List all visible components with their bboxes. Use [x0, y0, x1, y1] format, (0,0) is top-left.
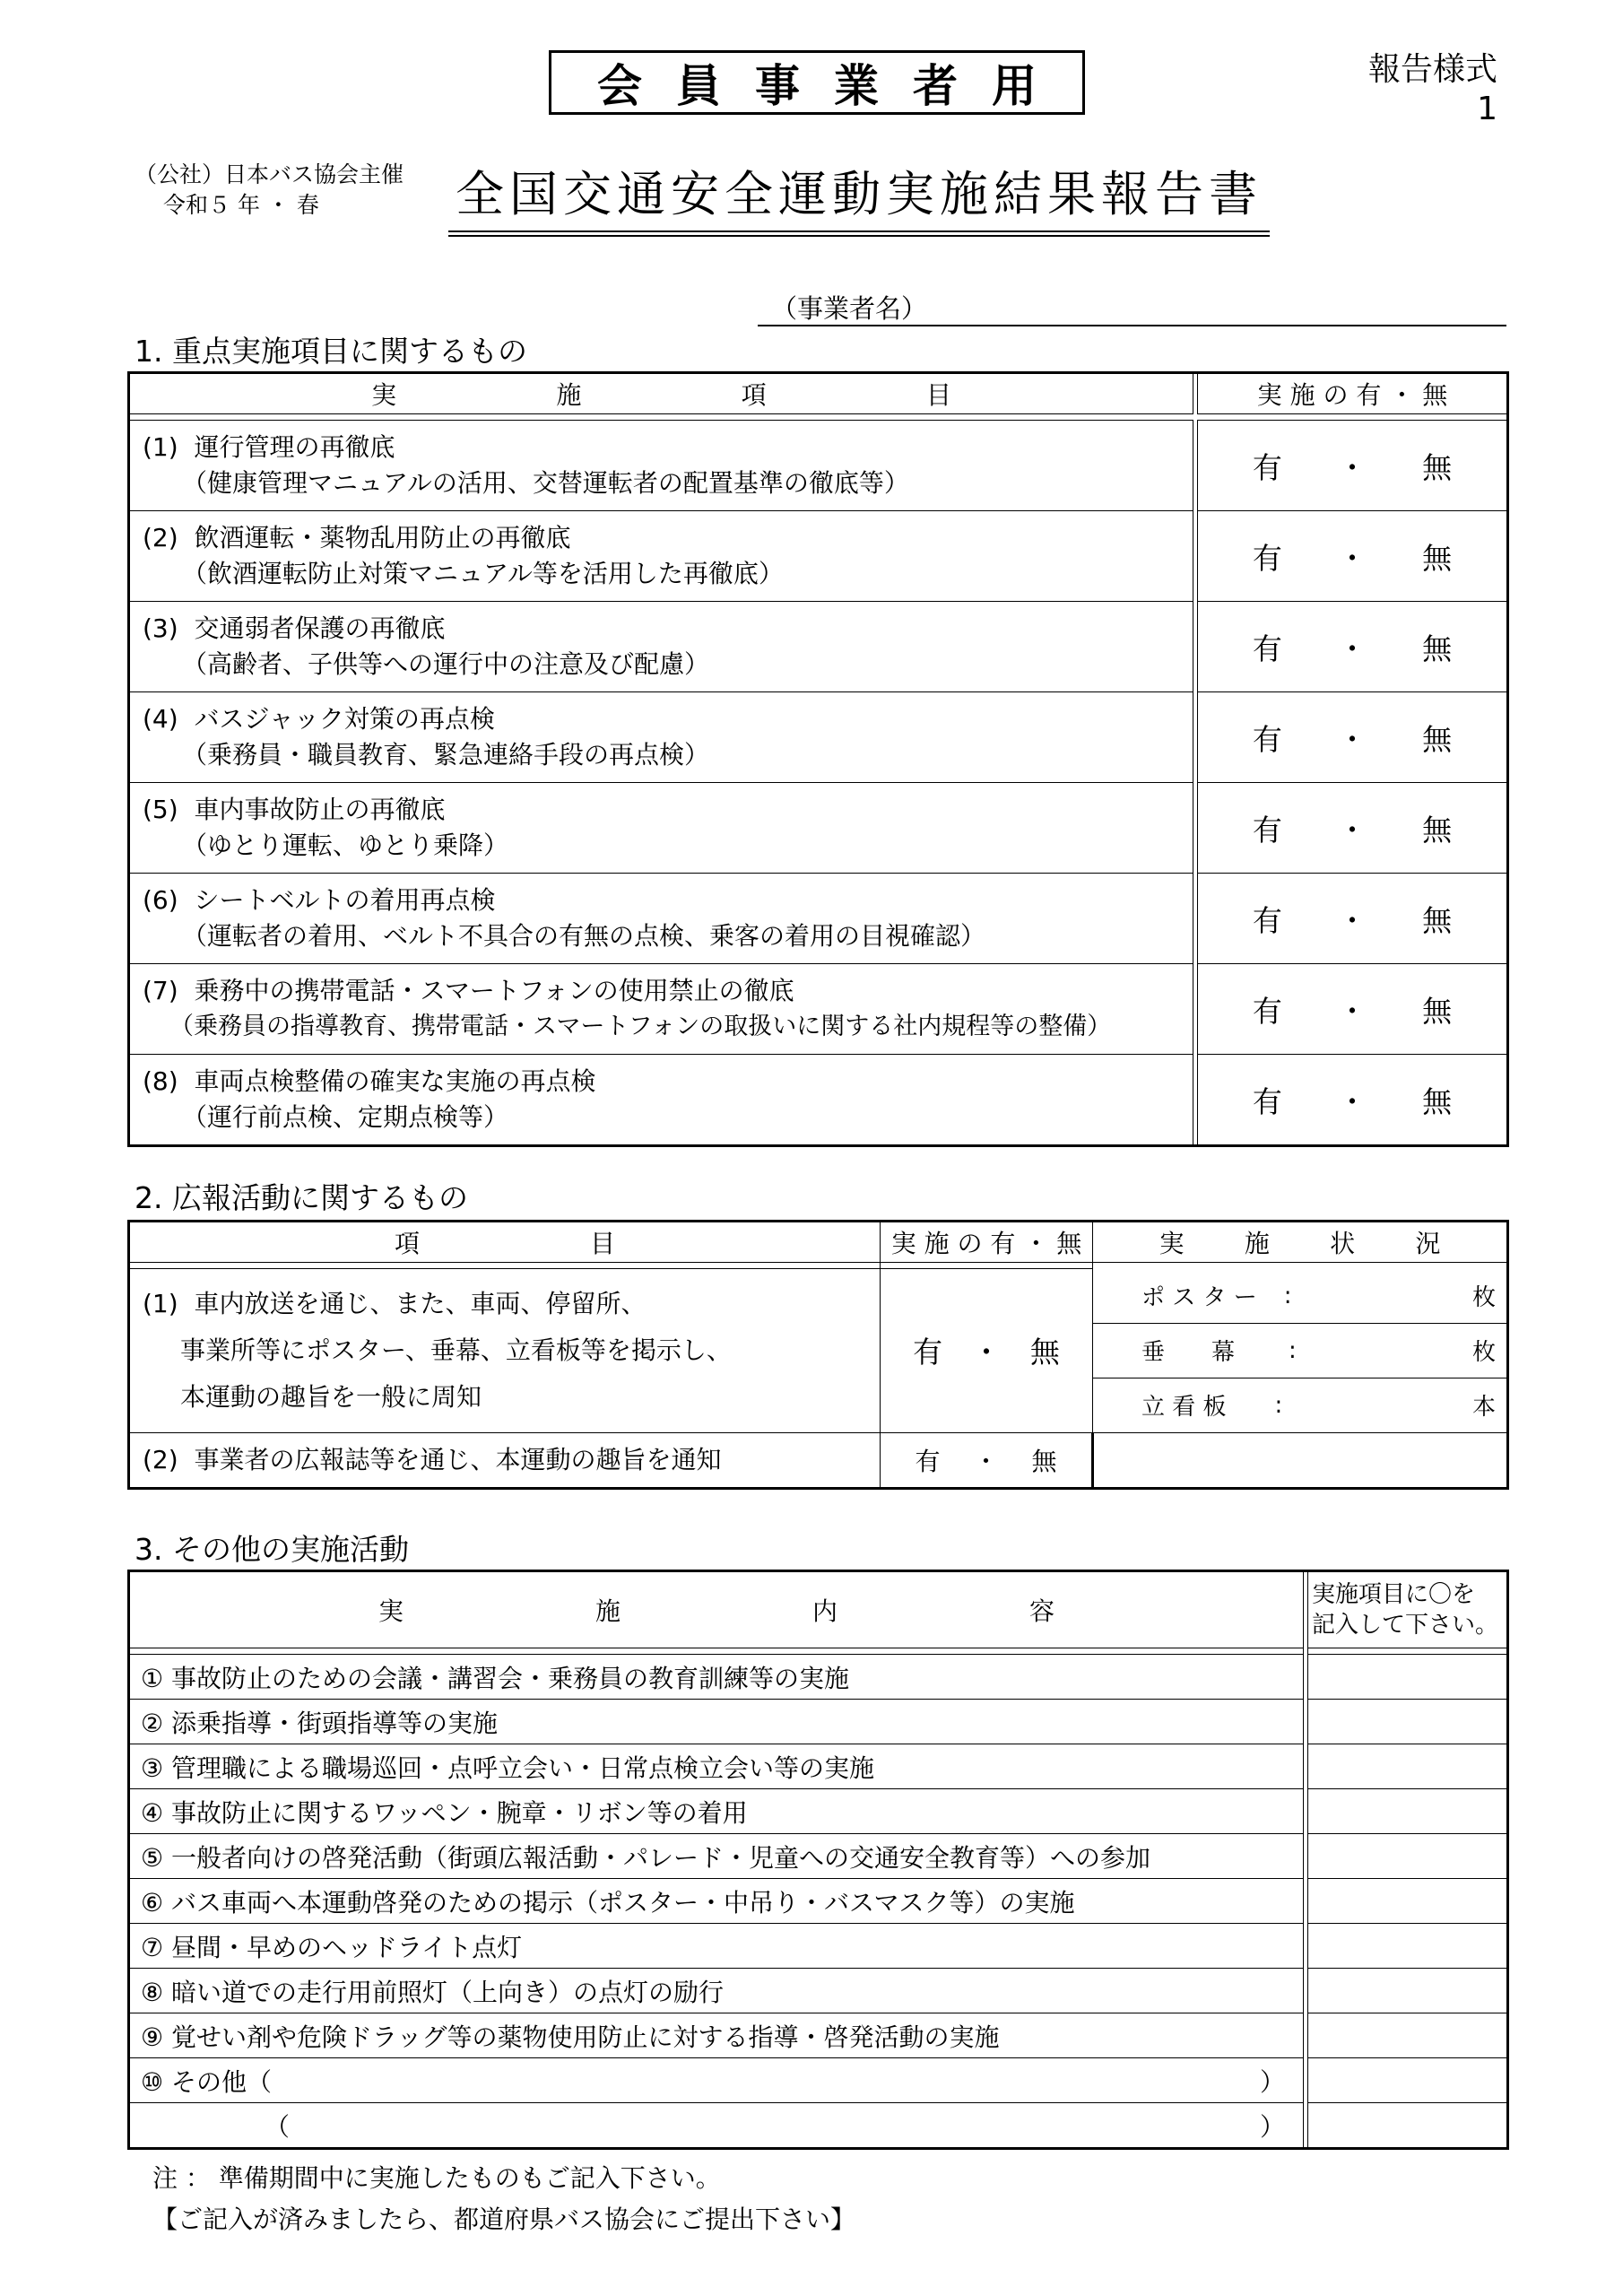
activity-mark-cell[interactable] [1308, 1700, 1508, 1744]
activity-mark-cell[interactable] [1308, 2013, 1508, 2058]
state-cell [1093, 1269, 1508, 1433]
priority-item-row: (2) 飲酒運転・薬物乱用防止の再徹底 （飲酒運転防止対策マニュアル等を活用した再徹底） 有 ・ 無 [129, 511, 1508, 602]
sponsor-line: （公社）日本バス協会主催 [135, 161, 404, 187]
note-submit: 【ご記入が済みましたら、都道府県バス協会にご提出下さい】 [152, 2205, 856, 2234]
publicity-item-2: (2) 事業者の広報誌等を通じ、本運動の趣旨を通知 [129, 1432, 881, 1488]
note-prep-period: 注 ： 準備期間中に実施したものもご記入下さい。 [152, 2163, 721, 2193]
yes-no-choice[interactable]: 有 ・ 無 [881, 1269, 1093, 1433]
activity-mark-cell[interactable] [1308, 1969, 1508, 2013]
activity-mark-cell[interactable] [1308, 1655, 1508, 1700]
yes-no-choice[interactable]: 有 ・ 無 [1198, 964, 1508, 1055]
activity-item: ⑨ 覚せい剤や危険ドラッグ等の薬物使用防止に対する指導・啓発活動の実施 [129, 2013, 1304, 2058]
section1-title: 1. 重点実施項目に関するもの [135, 334, 527, 369]
activity-item: ⑦ 昼間・早めのヘッドライト点灯 [129, 1924, 1304, 1969]
sponsor-block [135, 160, 404, 221]
activity-mark-cell[interactable] [1308, 2058, 1508, 2103]
notes-block [152, 2158, 855, 2240]
col-header-item: 項 目 [129, 1222, 881, 1263]
activity-item: ③ 管理職による職場巡回・点呼立会い・日常点検立会い等の実施 [129, 1744, 1304, 1789]
priority-item-row: (8) 車両点検整備の確実な実施の再点検 （運行前点検、定期点検等） 有 ・ 無 [129, 1055, 1508, 1146]
activity-item: ② 添乗指導・街頭指導等の実施 [129, 1700, 1304, 1744]
form-number-block [1368, 50, 1497, 129]
activity-item: ⑤ 一般者向けの啓発活動（街頭広報活動・パレード・児童への交通安全教育等）への参加 [129, 1834, 1304, 1879]
priority-items-table [127, 371, 1509, 1147]
section3-title: 3. その他の実施活動 [135, 1532, 409, 1567]
activity-item: ① 事故防止のための会議・講習会・乗務員の教育訓練等の実施 [129, 1655, 1304, 1700]
priority-item-row: (7) 乗務中の携帯電話・スマートフォンの使用禁止の徹底 （乗務員の指導教育、携帯電話・スマートフォンの取扱いに関する社内規程等の整備） 有 ・ 無 [129, 964, 1508, 1055]
form-number: 1 [1477, 91, 1497, 127]
other-activities-table [127, 1570, 1509, 2150]
activity-mark-cell[interactable] [1308, 1924, 1508, 1969]
priority-item-row: (3) 交通弱者保護の再徹底 （高齢者、子供等への運行中の注意及び配慮） 有 ・ 無 [129, 602, 1508, 692]
col-header-item: 実 施 項 目 [129, 373, 1193, 414]
activity-mark-cell[interactable] [1308, 2103, 1508, 2149]
activity-item: ⑧ 暗い道での走行用前照灯（上向き）の点灯の励行 [129, 1969, 1304, 2013]
activity-mark-cell[interactable] [1308, 1879, 1508, 1924]
priority-item-row: (1) 運行管理の再徹底 （健康管理マニュアルの活用、交替運転者の配置基準の徹底等） 有 ・ 無 [129, 421, 1508, 511]
yes-no-choice[interactable]: 有 ・ 無 [1198, 874, 1508, 964]
priority-item-row: (4) バスジャック対策の再点検 （乗務員・職員教育、緊急連絡手段の再点検） 有 ・ 無 [129, 692, 1508, 783]
activity-other-field-2[interactable]: （ ） [129, 2103, 1304, 2149]
company-name-field[interactable] [758, 325, 1506, 326]
company-name-label: （事業者名） [771, 293, 928, 324]
activity-item: ④ 事故防止に関するワッペン・腕章・リボン等の着用 [129, 1789, 1304, 1834]
form-label: 報告様式 [1367, 51, 1497, 88]
activity-mark-cell[interactable] [1308, 1834, 1508, 1879]
signboard-count-field[interactable]: 立 看 板 : 本 [1093, 1378, 1506, 1432]
priority-item-row: (5) 車内事故防止の再徹底 （ゆとり運転、ゆとり乗降） 有 ・ 無 [129, 783, 1508, 874]
col-header-content: 実 施 内 容 [129, 1571, 1304, 1648]
yes-no-choice[interactable]: 有 ・ 無 [1198, 511, 1508, 602]
period-line: 令和５ 年 ・ 春 [163, 192, 319, 218]
section2-title: 2. 広報活動に関するもの [135, 1180, 468, 1215]
col-header-state: 実 施 状 況 [1093, 1222, 1508, 1263]
yes-no-choice[interactable]: 有 ・ 無 [1198, 602, 1508, 692]
col-header-mark: 実施項目に〇を 記入して下さい。 [1308, 1571, 1508, 1648]
activity-mark-cell[interactable] [1308, 1789, 1508, 1834]
member-label: 会員事業者用 [597, 60, 1071, 112]
activity-mark-cell[interactable] [1308, 1744, 1508, 1789]
activity-other-field[interactable]: ⑩ その他（ ） [129, 2058, 1304, 2103]
activity-item: ⑥ バス車両へ本運動啓発のための掲示（ポスター・中吊り・バスマスク等）の実施 [129, 1879, 1304, 1924]
publicity-item-1: (1) 車内放送を通じ、また、車両、停留所、 事業所等にポスター、垂幕、立看板等を掲示し、 本運動の趣旨を一般に周知 [129, 1269, 881, 1433]
report-title: 全国交通安全運動実施結果報告書 [448, 156, 1270, 237]
publicity-table [127, 1220, 1509, 1490]
banner-count-field[interactable]: 垂 幕 : 枚 [1093, 1323, 1506, 1378]
member-label-box [549, 50, 1085, 115]
yes-no-choice[interactable]: 有 ・ 無 [1198, 692, 1508, 783]
col-header-status: 実 施 の 有 ・ 無 [881, 1222, 1093, 1263]
yes-no-choice[interactable]: 有 ・ 無 [1198, 421, 1508, 511]
yes-no-choice[interactable]: 有 ・ 無 [1198, 783, 1508, 874]
poster-count-field[interactable]: ポ ス タ ー : 枚 [1141, 1282, 1496, 1311]
priority-item-row: (6) シートベルトの着用再点検 （運転者の着用、ベルト不具合の有無の点検、乗客の着用の目視確認） 有 ・ 無 [129, 874, 1508, 964]
col-header-status: 実 施 の 有 ・ 無 [1198, 373, 1508, 414]
yes-no-choice[interactable]: 有 ・ 無 [881, 1432, 1093, 1488]
yes-no-choice[interactable]: 有 ・ 無 [1198, 1055, 1508, 1146]
